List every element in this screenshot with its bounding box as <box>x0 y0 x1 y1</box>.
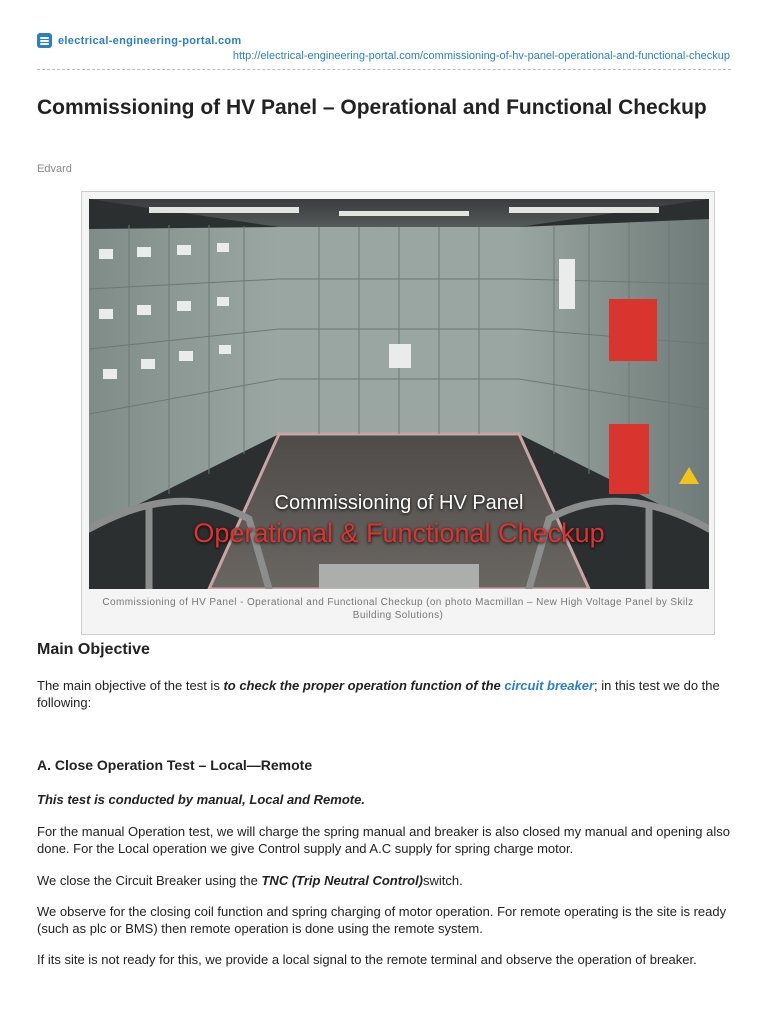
photo-overlay-subtitle: Operational & Functional Checkup <box>193 518 605 548</box>
site-name[interactable]: electrical-engineering-portal.com <box>58 34 242 47</box>
text-span: We close the Circuit Breaker using the <box>37 873 262 888</box>
paragraph-closing-coil: We observe for the closing coil function and spring charging of motor operation. For remote operating is the site is ready (such as plc or BMS) then remote operation is done using the remote system. <box>37 904 727 936</box>
emphasis-text: to check the proper operation function of the <box>223 678 505 693</box>
text-span: switch. <box>423 873 463 888</box>
document-icon <box>37 33 52 48</box>
hv-panel-photo <box>89 199 709 589</box>
paragraph-manual-operation: For the manual Operation test, we will charge the spring manual and breaker is also closed my manual and opening also done. For the Local operation we give Control supply and A.C supply for spring charge motor. <box>37 824 730 856</box>
photo-overlay-title: Commissioning of HV Panel <box>274 492 524 514</box>
article-author[interactable]: Edvard <box>37 163 72 175</box>
section-heading-close-operation: A. Close Operation Test – Local—Remote <box>37 757 313 773</box>
paragraph-local-signal: If its site is not ready for this, we provide a local signal to the remote terminal and observe the operation of breaker. <box>37 952 697 967</box>
paragraph-tnc-switch <box>37 872 737 889</box>
text-span: The main objective of the test is <box>37 678 224 693</box>
site-brand[interactable] <box>37 33 242 48</box>
header-divider <box>37 69 731 70</box>
emphasis-text: TNC (Trip Neutral Control) <box>261 873 424 888</box>
text-span: ; in this test we do the following: <box>37 678 720 710</box>
section-subheading: This test is conducted by manual, Local and Remote. <box>37 792 365 807</box>
page-url-link[interactable]: http://electrical-engineering-portal.com/commissioning-of-hv-panel-operational-and-functional-checkup <box>232 50 730 62</box>
article-figure <box>81 191 715 635</box>
section-heading-main-objective: Main Objective <box>37 641 150 658</box>
circuit-breaker-link[interactable]: circuit breaker <box>504 678 595 693</box>
main-objective-paragraph <box>37 677 737 711</box>
figure-caption: Commissioning of HV Panel - Operational and Functional Checkup (on photo Macmillan – New High Voltage Panel by Skilz Building Solutions) <box>102 597 694 621</box>
article-title: Commissioning of HV Panel – Operational and Functional Checkup <box>37 96 707 119</box>
